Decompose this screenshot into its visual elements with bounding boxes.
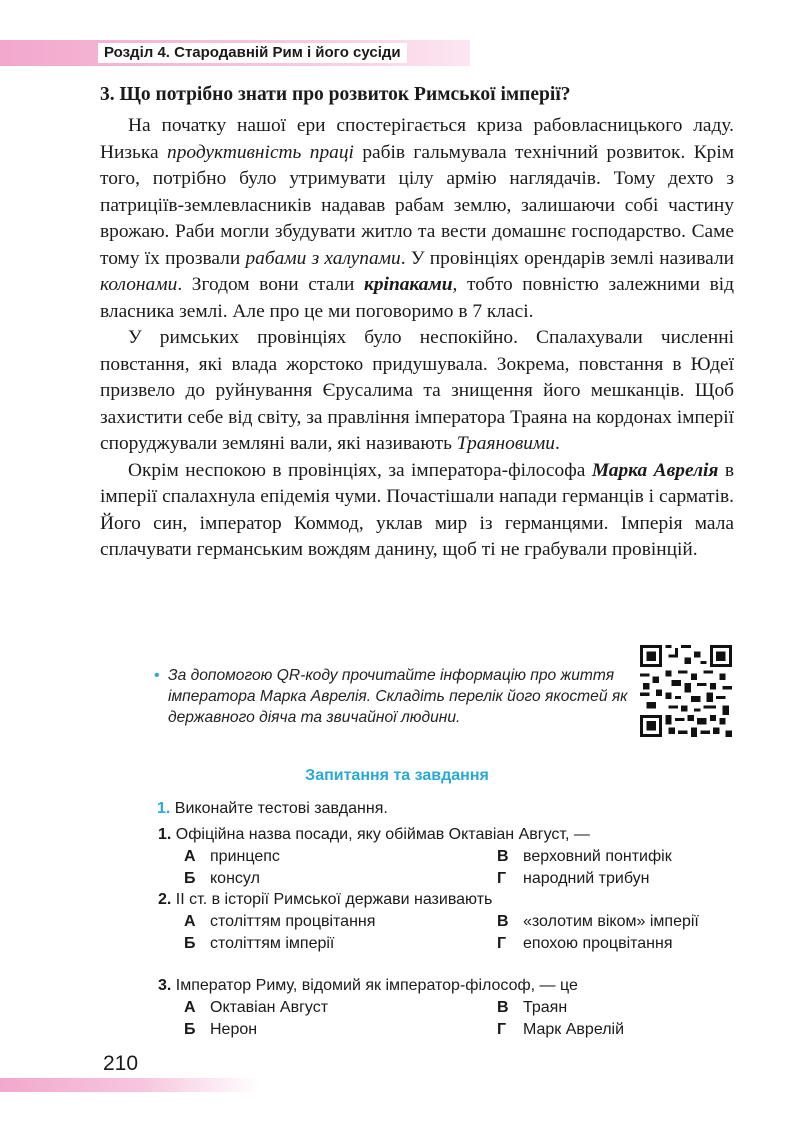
option-2v[interactable] [497, 913, 699, 931]
term-trajan-walls: Траяновими [456, 433, 555, 454]
option-text: епохою процвітання [523, 935, 673, 952]
task-1-text: Виконайте тестові завдання. [174, 800, 388, 817]
option-1a[interactable] [184, 848, 280, 866]
text-run: Окрім неспокою в провінціях, за імператора-філософа [128, 459, 592, 481]
option-letter: А [184, 848, 196, 865]
qr-task [154, 665, 628, 728]
questions-heading: Запитання та завдання [305, 767, 489, 784]
option-letter: В [497, 848, 509, 865]
text-run: рабів гальмувала технічний розвиток. Крім того, потрібно було утримувати цілу армію наглядачів. Тому дехто з патриціїв-землевласників надавав рабам землю, залишаючи собі частину врожаю. Раби могли збудувати житло та вести домашнє господарство. Саме тому їх прозвали [100, 141, 734, 269]
option-text: Траян [523, 999, 568, 1016]
question-2 [158, 891, 492, 909]
option-2g[interactable] [497, 935, 673, 953]
option-letter: Б [184, 935, 196, 952]
question-number: 3. [158, 977, 172, 994]
option-letter: Г [497, 870, 507, 887]
option-text: Марк Аврелій [523, 1021, 625, 1038]
body-text [100, 113, 734, 564]
option-2a[interactable] [184, 913, 375, 931]
text-run: У римських провінціях було неспокійно. Спалахували численні повстання, які влада жорстоко придушувала. Зокрема, повстання в Юдеї призвело до руйнування Єрусалима та знищення його мешканців. Щоб захистити себе від світу, за правління імператора Траяна на кордонах імперії споруджували земляні вали, які називають [100, 327, 734, 454]
option-text: століттям імперії [210, 935, 335, 952]
question-number: 1. [158, 826, 172, 843]
text-run: в імперії спалахнула епідемія чуми. Почастішали напади германців і сарматів. Його син, імператор Коммод, уклав мир із германцями. Імперія мала сплачувати германським вождям данину, щоб ті не грабували провінцій. [100, 459, 734, 560]
option-letter: В [497, 913, 509, 930]
option-2b[interactable] [184, 935, 334, 953]
option-letter: Б [184, 1021, 196, 1038]
text-run: . [555, 433, 560, 454]
bullet: • [154, 667, 160, 684]
section-title: 3. Що потрібно знати про розвиток Римської імперії? [100, 84, 571, 105]
task-1-number: 1. [157, 800, 171, 817]
text-run: . У провінціях орендарів землі називали [400, 247, 734, 269]
question-text: Імператор Риму, відомий як імператор-філософ, — це [175, 977, 578, 994]
option-3a[interactable] [184, 999, 328, 1017]
text-run: . Згодом вони стали [177, 274, 365, 295]
option-text: «золотим віком» імперії [523, 913, 699, 930]
question-number: 2. [158, 891, 172, 908]
text-run: , тобто повністю залежними від власника землі. Але про це ми поговоримо в 7 класі. [100, 274, 734, 322]
text-run: На початку нашої ери спостерігається криза рабовласницького ладу. Низька [100, 115, 734, 163]
term-serfs: кріпаками [364, 274, 453, 295]
option-letter: В [497, 999, 509, 1016]
term-productivity: продуктивність праці [167, 141, 354, 163]
paragraph-1 [100, 113, 734, 325]
page-number: 210 [103, 1052, 139, 1075]
option-text: Октавіан Август [210, 999, 329, 1016]
option-text: верховний понтифік [523, 848, 672, 865]
option-3v[interactable] [497, 999, 567, 1017]
question-text: II ст. в історії Римської держави називають [175, 891, 493, 908]
option-letter: Б [184, 870, 196, 887]
option-text: століттям процвітання [210, 913, 376, 930]
paragraph-3 [100, 458, 734, 564]
option-text: консул [210, 870, 260, 887]
paragraph-2 [100, 325, 734, 458]
footer-band [0, 1078, 260, 1092]
option-letter: Г [497, 1021, 507, 1038]
term-slaves-with-huts: рабами з халупами [245, 247, 401, 269]
qr-code-icon[interactable] [640, 645, 732, 737]
option-text: принцепс [210, 848, 280, 865]
term-coloni: колонами [100, 274, 178, 295]
question-text: Офіційна назва посади, яку обіймав Октавіан Август, — [175, 826, 590, 843]
task-1-line [157, 800, 388, 818]
qr-task-text: За допомогою QR-коду прочитайте інформацію про життя імператора Марка Аврелія. Складіть перелік його якостей як державного діяча та звичайної людини. [168, 667, 628, 726]
option-3b[interactable] [184, 1021, 257, 1039]
option-letter: А [184, 913, 196, 930]
option-1g[interactable] [497, 870, 649, 888]
option-letter: Г [497, 935, 507, 952]
option-letter: А [184, 999, 196, 1016]
option-text: Нерон [210, 1021, 258, 1038]
chapter-header: Розділ 4. Стародавній Рим і його сусіди [98, 43, 407, 63]
option-3g[interactable] [497, 1021, 624, 1039]
question-1 [158, 826, 590, 844]
option-1b[interactable] [184, 870, 260, 888]
option-text: народний трибун [523, 870, 650, 887]
term-marcus-aurelius: Марка Аврелія [591, 459, 719, 481]
question-3 [158, 977, 578, 995]
option-1v[interactable] [497, 848, 672, 866]
